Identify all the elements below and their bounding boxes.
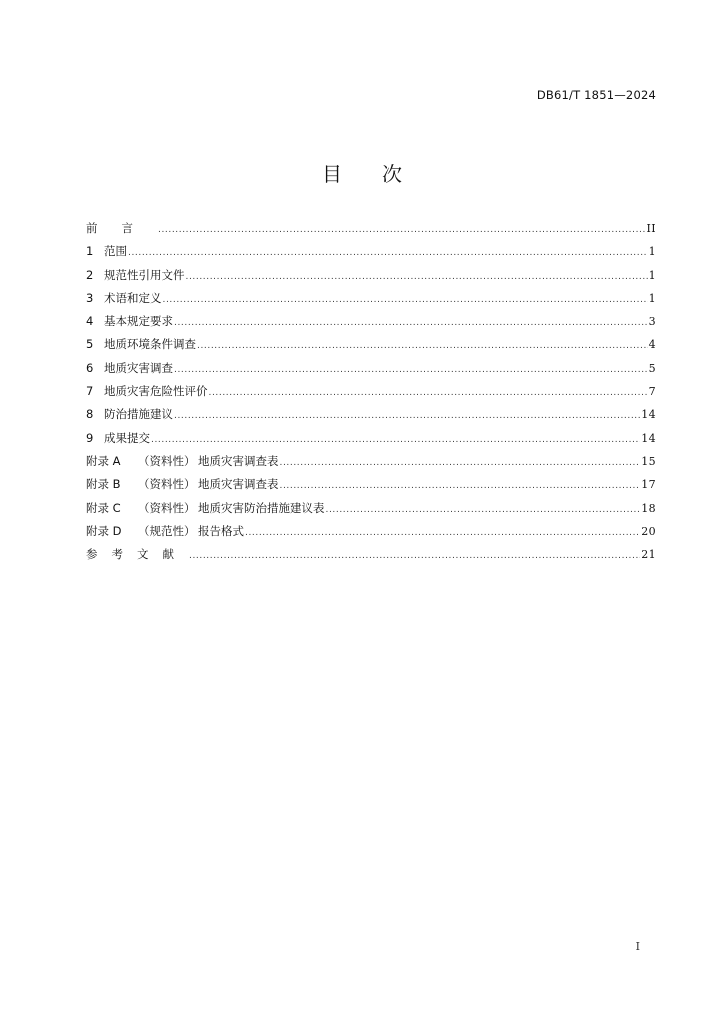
toc-entry-label: 报告格式 xyxy=(198,523,244,538)
toc-leader-dots xyxy=(280,481,641,491)
toc-entry-number: 1 xyxy=(86,244,94,259)
toc-entry-label-group xyxy=(86,360,173,376)
toc-entry-label: 地质环境条件调查 xyxy=(104,337,196,352)
appendix-prefix: 附录 C xyxy=(86,500,121,515)
toc-entry-label-group xyxy=(86,406,173,422)
appendix-prefix: 附录 B xyxy=(86,477,121,492)
appendix-category: （资料性） xyxy=(138,477,196,492)
appendix-prefix: 附录 D xyxy=(86,523,122,538)
toc-entry-page: 4 xyxy=(648,338,656,352)
page-number: I xyxy=(635,940,640,953)
toc-entry-appendix-a[interactable] xyxy=(86,453,656,476)
toc-entry-page: 1 xyxy=(648,245,656,259)
toc-leader-dots xyxy=(174,318,648,328)
appendix-category: （资料性） xyxy=(138,453,196,468)
toc-entry-number: 7 xyxy=(86,384,94,399)
toc-entry-8[interactable] xyxy=(86,406,656,429)
appendix-prefix: 附录 A xyxy=(86,453,121,468)
toc-entry-label: 规范性引用文件 xyxy=(104,267,185,282)
toc-entry-label: 前言 xyxy=(86,221,157,235)
toc-entry-page: 1 xyxy=(648,291,656,305)
toc-entry-label: 参考文献 xyxy=(86,547,188,562)
toc-entry-number: 4 xyxy=(86,314,94,329)
toc-entry-number: 8 xyxy=(86,407,94,422)
toc-leader-dots xyxy=(209,388,648,398)
toc-entry-page: 14 xyxy=(641,408,656,422)
toc-leader-dots xyxy=(158,225,646,235)
appendix-category: （资料性） xyxy=(138,500,196,515)
toc-entry-page: 21 xyxy=(641,548,656,562)
toc-entry-label: 成果提交 xyxy=(104,430,150,445)
toc-entry-label-group xyxy=(86,476,279,492)
toc-entry-label: 地质灾害调查表 xyxy=(198,477,279,492)
toc-entry-page: 20 xyxy=(641,524,656,538)
toc-entry-page: 17 xyxy=(641,478,656,492)
toc-leader-dots xyxy=(174,411,640,421)
toc-entry-label-group xyxy=(86,336,196,352)
toc-entry-label-group xyxy=(86,267,185,283)
appendix-category: （规范性） xyxy=(138,523,196,538)
toc-entry-7[interactable] xyxy=(86,383,656,406)
toc-entry-references[interactable] xyxy=(86,546,656,569)
toc-entry-label-group xyxy=(86,453,279,469)
toc-entry-1[interactable] xyxy=(86,243,656,266)
toc-entry-page: 14 xyxy=(641,431,656,445)
toc-entry-appendix-d[interactable] xyxy=(86,523,656,546)
toc-entry-2[interactable] xyxy=(86,267,656,290)
table-of-contents xyxy=(86,220,656,569)
toc-entry-label: 术语和定义 xyxy=(104,290,162,305)
toc-entry-label-group xyxy=(86,500,325,516)
title-char-1: 目 xyxy=(322,162,342,186)
toc-entry-label: 防治措施建议 xyxy=(104,407,173,422)
toc-entry-appendix-b[interactable] xyxy=(86,476,656,499)
toc-leader-dots xyxy=(163,295,648,305)
toc-entry-page: 7 xyxy=(648,385,656,399)
toc-leader-dots xyxy=(245,528,640,538)
toc-entry-page: II xyxy=(646,222,656,235)
toc-leader-dots xyxy=(174,365,648,375)
toc-entry-page: 1 xyxy=(648,268,656,282)
toc-entry-label: 范围 xyxy=(104,244,127,259)
toc-entry-foreword[interactable] xyxy=(86,220,656,243)
toc-leader-dots xyxy=(189,551,640,561)
toc-entry-label: 地质灾害危险性评价 xyxy=(104,384,208,399)
toc-entry-label-group xyxy=(86,290,162,306)
toc-entry-number: 9 xyxy=(86,430,94,445)
toc-leader-dots xyxy=(186,272,648,282)
toc-leader-dots xyxy=(326,505,641,515)
toc-entry-appendix-c[interactable] xyxy=(86,500,656,523)
toc-entry-page: 15 xyxy=(641,454,656,468)
toc-entry-label-group xyxy=(86,383,208,399)
toc-entry-6[interactable] xyxy=(86,360,656,383)
toc-leader-dots xyxy=(197,341,648,351)
toc-entry-page: 5 xyxy=(648,361,656,375)
toc-entry-3[interactable] xyxy=(86,290,656,313)
toc-entry-label-group xyxy=(86,243,127,259)
toc-entry-9[interactable] xyxy=(86,430,656,453)
toc-entry-label: 地质灾害防治措施建议表 xyxy=(198,500,325,515)
toc-entry-5[interactable] xyxy=(86,336,656,359)
toc-entry-label: 地质灾害调查 xyxy=(104,360,173,375)
toc-entry-label: 地质灾害调查表 xyxy=(198,453,279,468)
standard-code: DB61/T 1851—2024 xyxy=(536,88,656,102)
toc-leader-dots xyxy=(151,435,640,445)
toc-entry-page: 18 xyxy=(641,501,656,515)
title-char-2: 次 xyxy=(382,162,402,186)
toc-entry-page: 3 xyxy=(648,315,656,329)
toc-entry-4[interactable] xyxy=(86,313,656,336)
toc-entry-label-group xyxy=(86,313,173,329)
toc-entry-number: 2 xyxy=(86,267,94,282)
toc-leader-dots xyxy=(128,248,648,258)
toc-entry-number: 6 xyxy=(86,360,94,375)
page-title xyxy=(0,158,724,187)
toc-entry-label: 基本规定要求 xyxy=(104,314,173,329)
toc-entry-number: 5 xyxy=(86,337,94,352)
toc-entry-number: 3 xyxy=(86,290,94,305)
toc-leader-dots xyxy=(280,458,641,468)
toc-entry-label-group xyxy=(86,430,150,446)
toc-entry-label-group xyxy=(86,523,244,539)
